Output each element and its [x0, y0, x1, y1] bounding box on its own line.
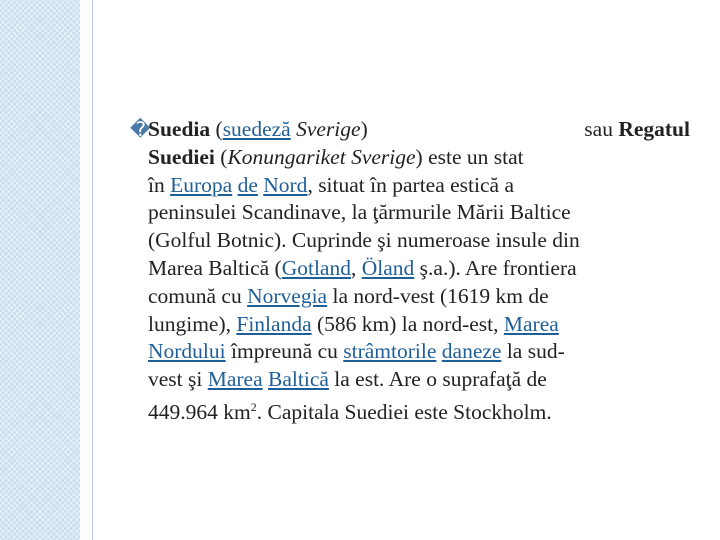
bullet-icon: � [130, 117, 151, 141]
text-line-10: vest şi Marea Baltică la est. Are o suprafaţă de [148, 367, 547, 392]
text-line-7: comună cu Norvegia la nord-vest (1619 km de [148, 283, 549, 308]
vertical-divider [92, 0, 93, 540]
text-line-9: Nordului împreună cu strâmtorile daneze la sud- [148, 339, 565, 364]
link-marea-nordului-2[interactable]: Nordului [148, 339, 226, 364]
text-line-4: peninsulei Scandinave, la ţărmurile Mării Baltice [148, 200, 571, 225]
text-line-1: � Suedia (suedeză Sverige) sau Regatul [130, 116, 690, 144]
slide-content [130, 116, 690, 422]
link-daneze[interactable]: daneze [441, 339, 502, 364]
link-marea-nordului-1[interactable]: Marea [503, 311, 559, 336]
link-oland[interactable]: Öland [361, 255, 415, 280]
term-regatul: Regatul [618, 117, 690, 141]
text-line-6: Marea Baltică (Gotland, Öland ş.a.). Are frontiera [148, 255, 577, 280]
link-gotland[interactable]: Gotland [281, 255, 351, 280]
text-line-2: Suediei (Konungariket Sverige) este un stat [148, 144, 524, 169]
link-stramtorile[interactable]: strâmtorile [343, 339, 437, 364]
link-de[interactable]: de [237, 172, 258, 197]
link-finlanda[interactable]: Finlanda [236, 311, 312, 336]
link-norvegia[interactable]: Norvegia [247, 283, 328, 308]
text-line-11: 449.964 $km^2$. Capitala Suediei este Stockholm. [148, 399, 552, 424]
link-nord[interactable]: Nord [263, 172, 308, 197]
text-line-5: (Golful Botnic). Cuprinde şi numeroase insule din [148, 228, 580, 253]
text-line-8: lungime), Finlanda (586 km) la nord-est, Marea [148, 311, 559, 336]
link-europa[interactable]: Europa [170, 172, 233, 197]
link-marea-baltica-2[interactable]: Baltică [268, 367, 329, 392]
text-line-3: în Europa de Nord, situat în partea estică a [148, 172, 514, 197]
term-suedia: Suedia [148, 117, 211, 141]
decorative-sidebar [0, 0, 80, 540]
link-suedeza[interactable]: suedeză [222, 117, 291, 141]
link-marea-baltica-1[interactable]: Marea [207, 367, 263, 392]
